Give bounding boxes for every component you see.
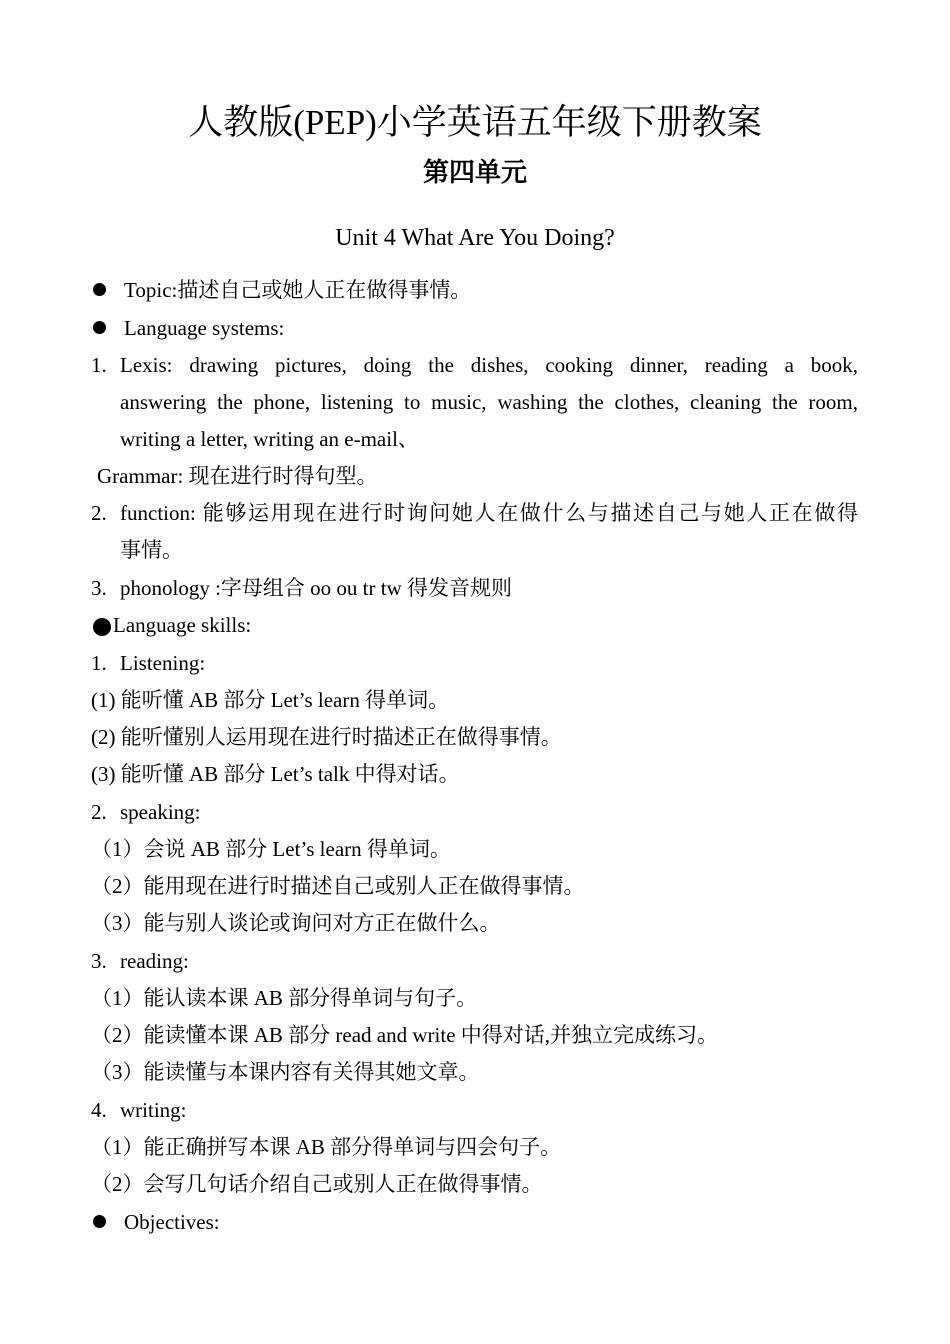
reading-number: 3.: [91, 949, 107, 973]
phonology-line: phonology :字母组合 oo ou tr tw 得发音规则: [120, 576, 512, 600]
function-line-2: 事情。: [120, 538, 183, 562]
reading-item: （3）能读懂与本课内容有关得其她文章。: [91, 1060, 480, 1084]
reading-item: （2）能读懂本课 AB 部分 read and write 中得对话,并独立完成练习。: [91, 1023, 719, 1047]
bullet-icon: [93, 283, 106, 296]
speaking-number: 2.: [91, 800, 107, 824]
lexis-line-2: answering the phone, listening to music, washing the clothes, cleaning the room,: [120, 390, 858, 414]
language-systems-heading: Language systems:: [124, 316, 285, 340]
writing-heading: writing:: [120, 1098, 187, 1122]
reading-item: （1）能认读本课 AB 部分得单词与句子。: [91, 986, 478, 1010]
lexis-line-1: Lexis: drawing pictures, doing the dishes, cooking dinner, reading a book,: [120, 353, 858, 377]
listening-item: (3) 能听懂 AB 部分 Let’s talk 中得对话。: [91, 762, 460, 786]
bullet-icon: [93, 321, 106, 334]
speaking-item: （3）能与别人谈论或询问对方正在做什么。: [91, 911, 501, 935]
language-skills-heading: Language skills:: [113, 613, 252, 637]
function-number: 2.: [91, 501, 107, 525]
objectives-heading: Objectives:: [124, 1210, 220, 1234]
document-title: 人教版(PEP)小学英语五年级下册教案: [188, 103, 762, 142]
writing-item: （2）会写几句话介绍自己或别人正在做得事情。: [91, 1172, 543, 1196]
unit-title: Unit 4 What Are You Doing?: [335, 225, 615, 251]
grammar-line: Grammar: 现在进行时得句型。: [97, 464, 378, 488]
listening-item: (1) 能听懂 AB 部分 Let’s learn 得单词。: [91, 688, 450, 712]
speaking-heading: speaking:: [120, 800, 201, 824]
lexis-number: 1.: [91, 353, 107, 377]
document-subtitle: 第四单元: [422, 158, 527, 187]
speaking-item: （1）会说 AB 部分 Let’s learn 得单词。: [91, 837, 451, 861]
listening-item: (2) 能听懂别人运用现在进行时描述正在做得事情。: [91, 725, 562, 749]
function-line-1: function: 能够运用现在进行时询问她人在做什么与描述自己与她人正在做得: [120, 501, 858, 525]
writing-number: 4.: [91, 1098, 107, 1122]
bullet-icon: [93, 1215, 106, 1228]
lexis-line-3: writing a letter, writing an e-mail、: [120, 427, 419, 451]
listening-heading: Listening:: [120, 651, 206, 675]
speaking-item: （2）能用现在进行时描述自己或别人正在做得事情。: [91, 874, 585, 898]
phonology-number: 3.: [91, 576, 107, 600]
bullet-icon: [93, 618, 111, 636]
reading-heading: reading:: [120, 949, 189, 973]
topic-line: Topic:描述自己或她人正在做得事情。: [124, 278, 472, 302]
writing-item: （1）能正确拼写本课 AB 部分得单词与四会句子。: [91, 1135, 562, 1159]
listening-number: 1.: [91, 651, 107, 675]
